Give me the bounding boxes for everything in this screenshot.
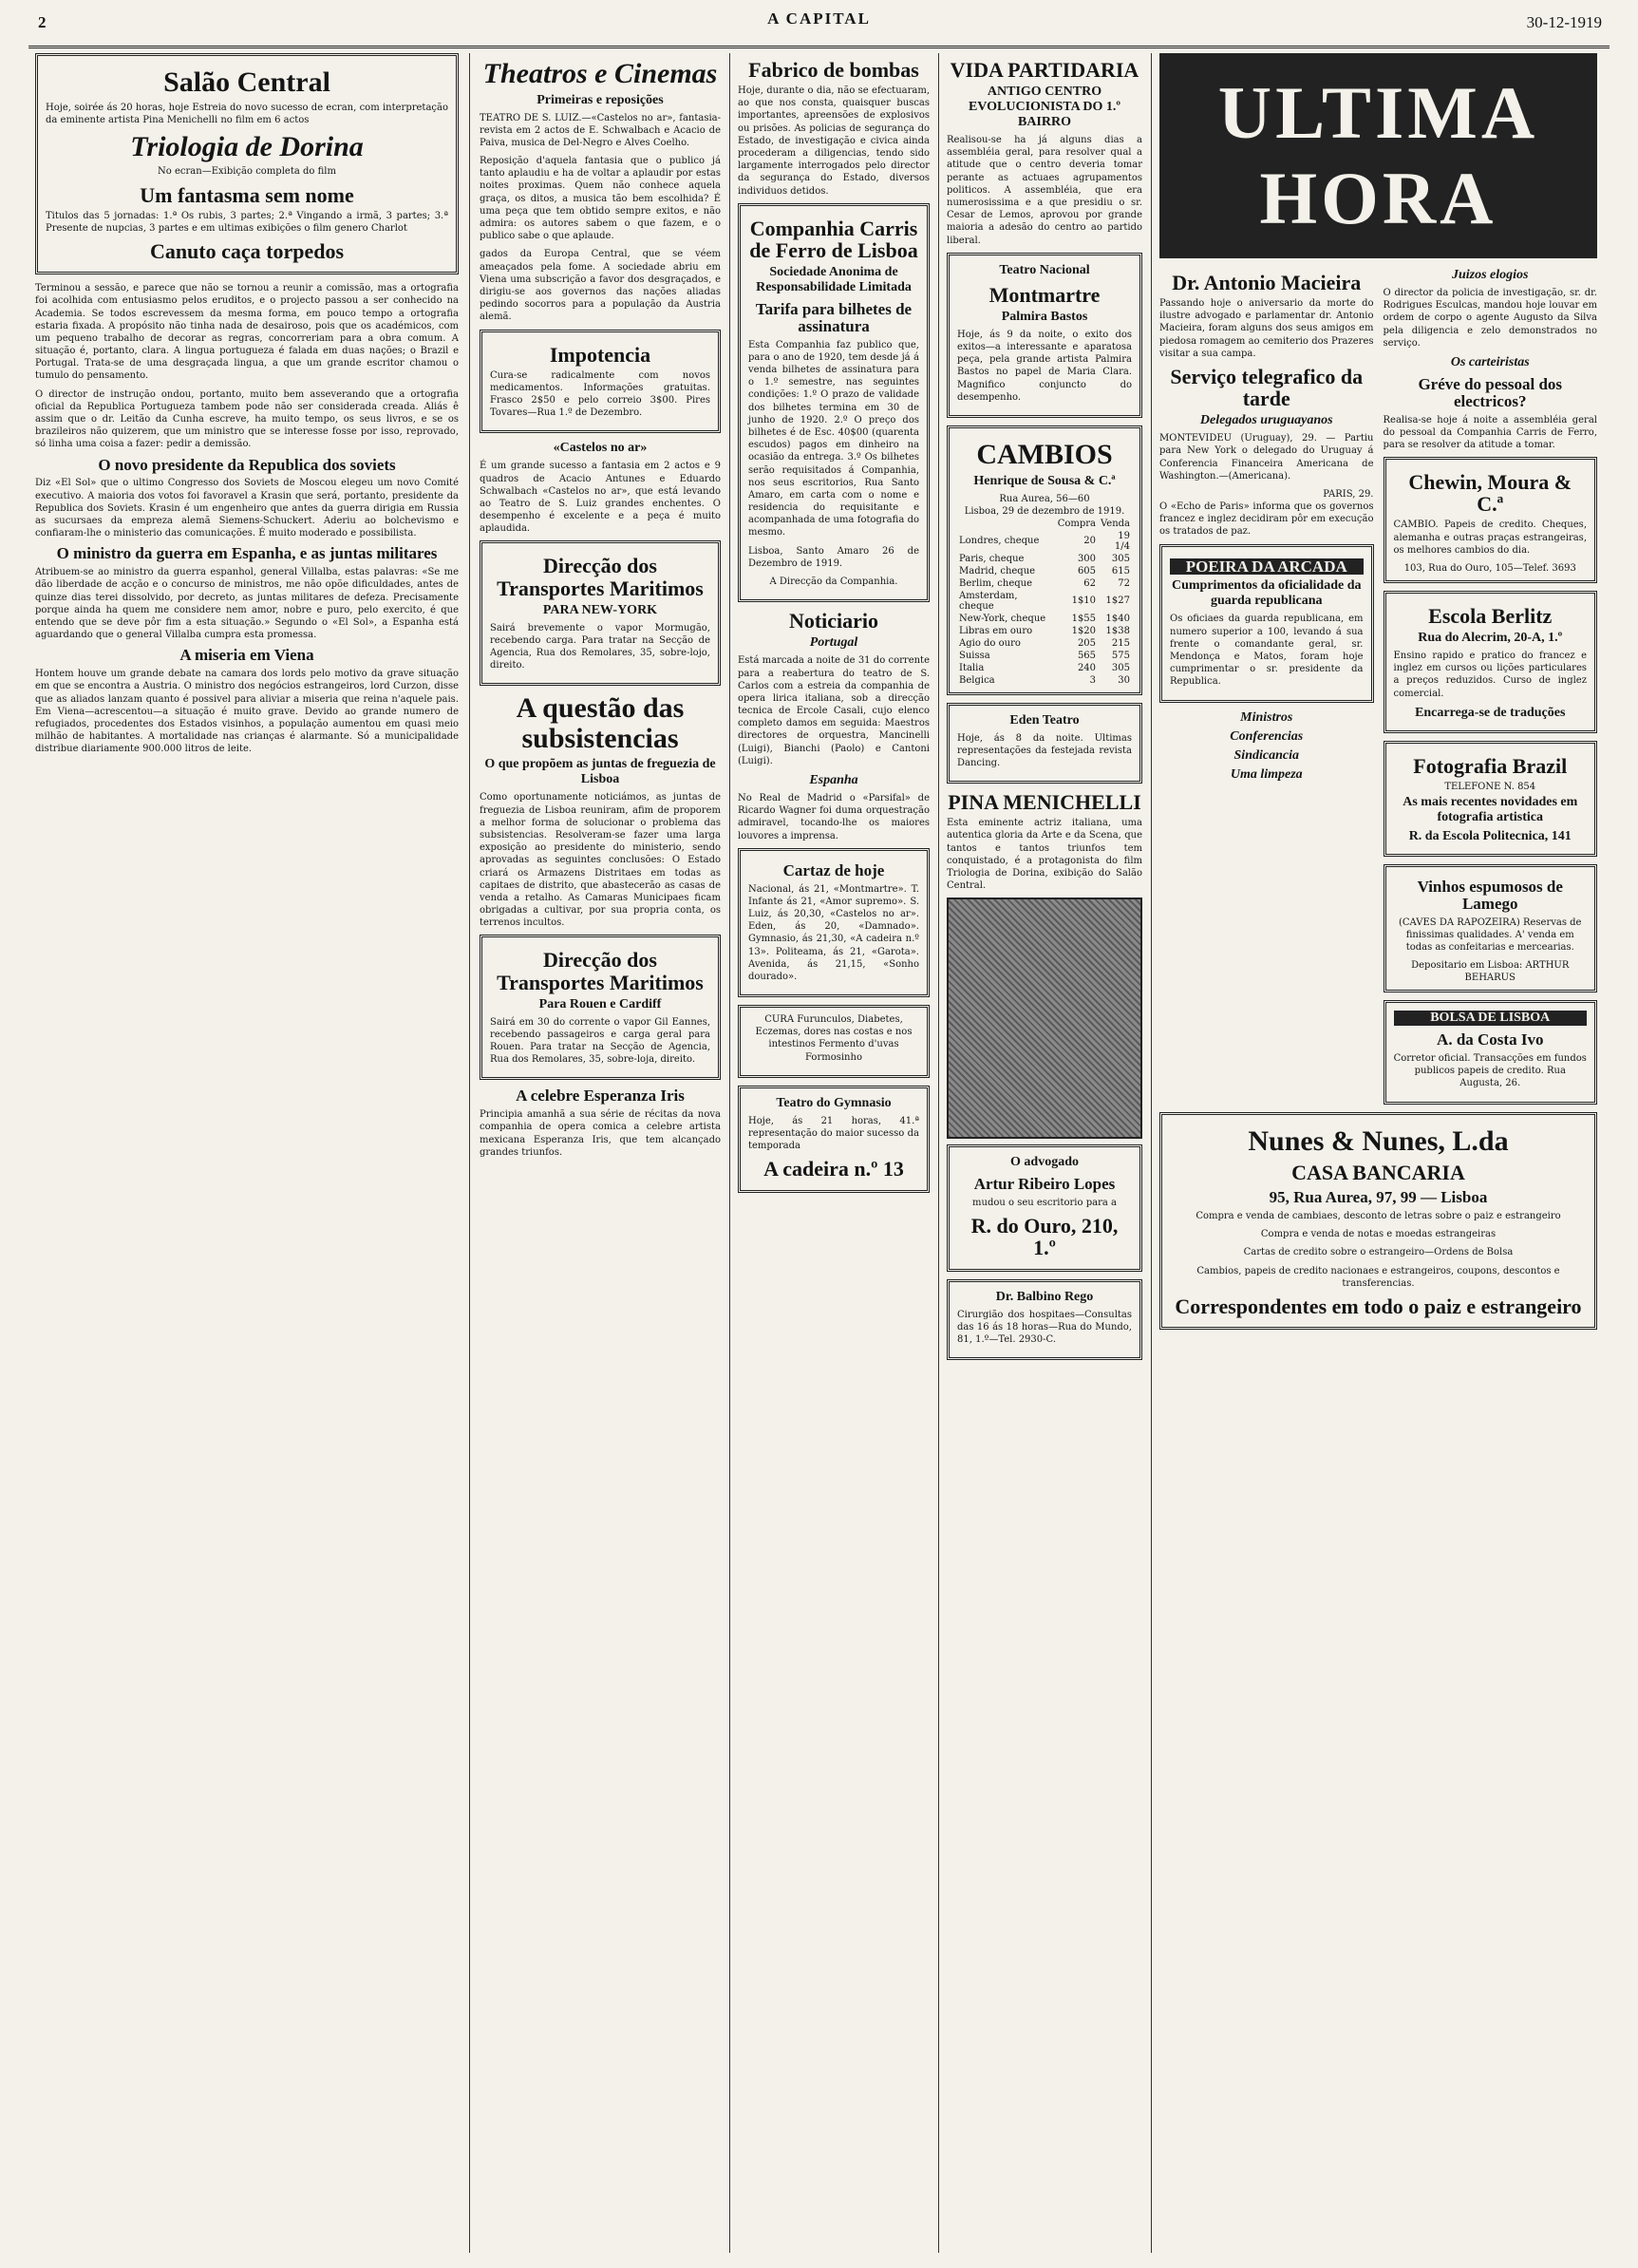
article-text: Está marcada a noite de 31 do corrente para a reabertura do teatro de S. Carlos com a estreia da companhia de opera lirica italiana, sob a direcção tecnica de Ercole Casali, cujo elenco completo damos em seguida: Maestros directores de orquestra, Mancinelli (Luigi), Bianchi (Paolo) e Cantoni (Luigi). (738, 655, 930, 766)
article-subtitle: O que propõem as juntas de freguezia de Lisboa (484, 757, 716, 787)
ad-address: 103, Rua do Ouro, 105—Telef. 3693 (1403, 562, 1576, 574)
article-text: Os oficiaes da guarda republicana, em numero superior a 100, levando á sua frente o comandante geral, sr. Mendonça e Matos, foram hoje cumprimentar o sr. presidente da Republica. (1170, 614, 1364, 688)
notice-headline: Tarifa para bilhetes de assinatura (755, 299, 913, 335)
cambios-place: Agio do ouro (959, 637, 1021, 649)
column-5 (1153, 53, 1604, 2253)
ultima-hora-banner: ULTIMA HORA (1159, 53, 1597, 258)
article-text: TEATRO DE S. LUIZ.—«Castelos no ar», fantasia-revista em 2 actos de E. Schwalbach e Acacio de Paiva, musica de Del-Negro e Alves Coelho. (480, 112, 721, 148)
ad-text: Depositario em Lisboa: ARTHUR BEHARUS (1411, 960, 1570, 984)
ad-title: Escola Berlitz (1428, 603, 1553, 628)
ad-text: Sairá brevemente o vapor Mormugão, recebendo carga. Para tratar na Secção de Agencia, Rua dos Remolares, 35, sobre-lojo, direito. (490, 622, 710, 671)
cambios-rate: 305 (1111, 662, 1130, 673)
col-header: Compra (1057, 518, 1097, 529)
section-title: Noticiario (788, 609, 879, 633)
ad-text: No ecran—Exibição completa do film (158, 166, 336, 178)
cambios-date: Lisboa, 29 de dezembro de 1919. (964, 505, 1125, 517)
portrait-photo (947, 898, 1142, 1139)
cambios-place: Italia (959, 662, 985, 673)
cambios-rate: 215 (1111, 637, 1130, 649)
section-subtitle: Cumprimentos da oficialidade da guarda republicana (1171, 578, 1362, 609)
eden-ad (947, 703, 1142, 784)
section-title: POEIRA DA ARCADA (1170, 558, 1364, 576)
teatro-nacional-ad (947, 253, 1142, 418)
col-header: Venda (1100, 518, 1130, 529)
column-1 (28, 53, 465, 2253)
cambios-rate: 615 (1111, 565, 1130, 576)
ad-text: Titulos das 5 jornadas: 1.ª Os rubis, 3 partes; 2.ª Vingando a irmã, 3 partes; 3.ª Presente de nupcias, 3 partes e em ultimas exibições o film genero Charlot (46, 210, 448, 234)
ad-title: Direcção dos Transportes Maritimos (497, 948, 704, 994)
ad-title: Nunes & Nunes, L.da (1248, 1125, 1509, 1157)
cambios-title: CAMBIOS (976, 439, 1113, 470)
ad-text: Hoje, ás 21 horas, 41.ª representação do maior sucesso da temporada (748, 1115, 919, 1152)
article-text: É um grande sucesso a fantasia em 2 actos e 9 quadros de Acacio Antunes e Eduardo Schwalbach «Castelos no ar», que está levando ao Teatro de S. Luiz grandes enchentes. O desempenho é excelente e a peça é muito aplaudida. (480, 461, 721, 535)
article-text: Atribuem-se ao ministro da guerra espanhol, general Villalba, estas palavras: «Se me dão liberdade de acção e o concurso de ministros, me não opõe dificuldades, antes de quinze dias terei dissolvido, por decreto, as juntas militares de defeza. Precisamente porque ainda ha quem me considere nem amor, nobre e puro, pelo exercito, é que entendo que se deve pôr fim a esta situação.» Segundo o «El Sol», a Espanha está aguardando que o general Villalba cumpra esta promessa. (35, 567, 459, 641)
gymnasio-ad (738, 1086, 930, 1193)
article-text: Realisa-se hoje á noite a assembléia geral do pessoal da Companhia Carris de Ferro, para se resolver da atitude a tomar. (1383, 414, 1597, 450)
article-text: Passando hoje o aniversario da morte do ilustre advogado e parlamentar dr. Antonio Macieira, foram alguns dos seus amigos em piedosa romagem ao cemiterio dos Prazeres visitar a sua campa. (1159, 298, 1374, 359)
section-title: VIDA PARTIDARIA (950, 58, 1139, 82)
ad-text: Sairá em 30 do corrente o vapor Gil Eannes, recebendo passageiros e carga geral para Rouen. Para tratar na Secção de Agencia, Rua dos Remolares, 35, sobre-loja, direito. (490, 1016, 710, 1066)
ad-title: Salão Central (163, 66, 330, 98)
ad-address: R. da Escola Politecnica, 141 (1408, 828, 1572, 843)
section-subtitle: Portugal (809, 635, 858, 651)
ad-name: A. da Costa Ivo (1437, 1030, 1544, 1049)
cambios-row (957, 530, 1132, 553)
cambios-row (957, 590, 1132, 613)
column-3 (731, 53, 936, 2253)
cambios-row (957, 577, 1132, 590)
ad-title: Teatro Nacional (999, 262, 1090, 277)
section-subtitle: Primeiras e reposições (537, 92, 664, 107)
article-headline: Serviço telegrafico da tarde (1170, 365, 1364, 411)
cambios-rate: 30 (1118, 674, 1130, 686)
cambios-firm: Henrique de Sousa & C.ª (973, 473, 1116, 488)
ad-text: (CAVES DA RAPOZEIRA) Reservas de finissimas qualidades. A' venda em todas as confeitarias e mercearias. (1399, 917, 1582, 953)
sub-column (1159, 266, 1374, 1112)
cambios-rate: 575 (1111, 650, 1130, 661)
column-rule (469, 53, 470, 2253)
transportes-ad-2 (480, 935, 721, 1080)
cambios-rate: 305 (1111, 553, 1130, 564)
ad-address: Rua do Alecrim, 20-A, 1.º (1418, 631, 1563, 646)
article-text: Como oportunamente noticiámos, as juntas de freguezia de Lisboa reuniram, afim de proporem a melhor forma de solucionar o problema das subsistencias. Resolveram-se fazer uma larga exposição ao presidente do ministerio, sendo aprovadas as seguintes conclusões: O Estado criará os Armazens Distritaes em todas as capitaes de distrito, que abastecerão as casas de venda a retalho. As Camaras Municipaes ficam obrigadas a cultivar, por sua propria conta, os terrenos incultos. (480, 792, 721, 929)
issue-date: 30-12-1919 (1526, 13, 1602, 31)
ad-title: Vinhos espumosos de Lamego (1417, 877, 1563, 913)
cambios-rate: 1$40 (1105, 613, 1130, 624)
ad-text: CAMBIO. Papeis de credito. Cheques, alemanha e outras praças estrangeiras, os melhores cambios do dia. (1393, 520, 1587, 556)
cambios-rate: 3 (1089, 674, 1097, 686)
article-headline: Fabrico de bombas (748, 58, 919, 82)
ad-text: Cura-se radicalmente com novos medicamentos. Informações gratuitas. Frasco 2$50 e pelo correio 3$00. Pires Tovares—Rua 1.º de Dezembro. (490, 369, 710, 419)
cambios-address: Rua Aurea, 56—60 (999, 493, 1090, 504)
ad-text: mudou o seu escritorio para a (972, 1198, 1117, 1209)
notice-text: Esta Companhia faz publico que, para o ano de 1920, tem desde já á venda bilhetes de assinatura para o 1.º semestre, nas seguintes condições: 1.º O prazo de validade dos bilhetes termina em 30 de junho de 1920. 2.º O preço dos bilhetes é de Esc. 40$00 (quarenta escudos) pagos em dinheiro na ocasião da entrega. 3.º Os bilhetes serão requisitados á Companhia, nos seus escritorios, Rua Santo Amaro, em carta com o nome e residencia do requisitante e acompanhada de uma fotografia do mesmo. (748, 339, 919, 539)
cambios-box (947, 425, 1142, 695)
page-number: 2 (38, 13, 47, 31)
cambios-row (957, 637, 1132, 650)
article-headline: «Castelos no ar» (553, 441, 648, 456)
ad-subtitle: Para Rouen e Cardiff (538, 996, 662, 1011)
article-text: gados da Europa Central, que se véem ameaçados pela fome. A sociedade abriu em Viena uma subscrição a favor dos desgraçados, e dirigiu-se aos governos das nações aliadas pedindo socorros para a população da Austria alemã. (480, 249, 721, 323)
cambios-rate: 300 (1077, 553, 1097, 564)
cambios-place: New-York, cheque (959, 613, 1046, 624)
vinhos-ad (1384, 864, 1598, 992)
ad-title: BOLSA DE LISBOA (1394, 1011, 1588, 1026)
cambios-rate: 1$55 (1071, 613, 1097, 624)
ad-text: Hoje, ás 8 da noite. Ultimas representações da festejada revista Dancing. (957, 732, 1132, 768)
cambios-place: Belgica (959, 674, 995, 686)
subheading: Os carteiristas (1450, 354, 1530, 369)
article-text: Diz «El Sol» que o ultimo Congresso dos Soviets de Moscou elegeu um novo Comité executivo. A maioria dos votos foi favoravel a Krasin que será, portanto, presidente da Republica dos Soviets. Krasin é um engenheiro que antes da guerra dirigia em Russia as sucursaes da empreza alemã Siemens-Schuckert. Aderiu ao bolchevismo e confiaram-lhe o ministerio das comunicações. É muito moderado e possibilista. (35, 478, 459, 539)
article-text: Realisou-se ha já alguns dias a assembléia geral, para resolver qual a atitude que o centro deveria tomar perante as actuaes agrupamentos politicos. A assembléia, que era numerosissima e a que presidiu o sr. Cesar de Lemos, aprovou por grande maioria a adesão do centro ao partido liberal. (947, 135, 1142, 246)
subheading: Conferencias (1230, 728, 1304, 744)
ad-title: Fotografia Brazil (1413, 753, 1568, 778)
ad-title: Teatro do Gymnasio (776, 1095, 892, 1110)
carris-notice (738, 203, 930, 602)
cambios-rate: 565 (1077, 650, 1097, 661)
doctor-ad (947, 1279, 1142, 1361)
cambios-place: Berlim, cheque (959, 577, 1033, 589)
ad-text: CURA Furunculos, Diabetes, Eczemas, dores nas costas e nos intestinos Fermento d'uvas Formosinho (755, 1014, 913, 1063)
subheading: Uma limpeza (1230, 766, 1303, 782)
article-headline: A miseria em Viena (179, 646, 314, 665)
section-subtitle: ANTIGO CENTRO EVOLUCIONISTA DO 1.º BAIRRO (968, 85, 1121, 130)
cambios-place: Libras em ouro (959, 625, 1033, 636)
film-title: Triologia de Dorina (130, 130, 364, 162)
ad-address: 95, Rua Aurea, 97, 99 — Lisboa (1269, 1188, 1488, 1207)
advogado-ad (947, 1144, 1142, 1271)
ad-text: Cirurgião dos hospitaes—Consultas das 16 ás 18 horas—Rua do Mundo, 81, 1.º—Tel. 2930-C. (957, 1309, 1132, 1345)
newspaper-name: A CAPITAL (767, 9, 871, 28)
cartaz-title: Cartaz de hoje (782, 860, 885, 879)
section-title: Theatros e Cinemas (482, 58, 718, 89)
impotencia-ad (480, 330, 721, 434)
article-text: O director de instrução ondou, portanto, muito bem asseverando que a ortografia oficial da Republica Portugueza tambem pode não ser considerada creada. Aliás ê assim que o dr. Leitão da Cunha escreve, ha muito tempo, os seus livros, e se os brazileiros não quizerem, que um ministro que se interesse fosse por isso, reprovado, só linha uma coisa a fazer: pedir a demissão. (35, 388, 459, 450)
ad-title: Direcção dos Transportes Maritimos (497, 554, 704, 600)
cambios-place: Suissa (959, 650, 990, 661)
article-subtitle: Delegados uruguayanos (1199, 413, 1333, 428)
notice-title: Companhia Carris de Ferro de Lisboa (749, 216, 918, 262)
poeira-box (1159, 544, 1374, 703)
fotografia-ad (1384, 741, 1598, 857)
cambios-rate: 62 (1083, 577, 1097, 589)
ad-text: Hoje, soirée ás 20 horas, hoje Estreia do novo sucesso de ecran, com interpretação da eminente artista Pina Menichelli no film em 6 actos (46, 102, 448, 125)
ad-phone: TELEFONE N. 854 (1444, 781, 1536, 792)
notice-subtitle: Sociedade Anonima de Responsabilidade Limitada (756, 264, 912, 294)
lawyer-name: Artur Ribeiro Lopes (973, 1175, 1116, 1194)
column-rule (938, 53, 939, 2253)
ad-text: Hoje, ás 9 da noite, o exito dos exitos—a interessante e aparatosa peça, pela grande artista Palmira Bastos no papel de Maria Clara. Magnifico conjuncto do desempenho. (957, 329, 1132, 403)
article-headline: A celebre Esperanza Iris (516, 1087, 685, 1106)
notice-text: A Direcção da Companhia. (769, 576, 898, 588)
cartaz-box (738, 848, 930, 997)
article-headline: Dr. Antonio Macieira (1172, 271, 1362, 294)
ad-text: Encarrega-se de traduções (1415, 705, 1566, 720)
ad-subtitle: CASA BANCARIA (1291, 1161, 1465, 1185)
ad-text: Compra e venda de notas e moedas estrangeiras (1260, 1229, 1497, 1240)
article-text: MONTEVIDEU (Uruguay), 29. — Partiu para New York o delegado do Uruguay á Conferencia Financeira Americana de Washington.—(Americana). (1159, 433, 1374, 482)
cambios-rate: 1$20 (1071, 625, 1097, 636)
transportes-ad (480, 540, 721, 686)
column-4 (940, 53, 1149, 2253)
article-text: Hoje, durante o dia, não se efectuaram, ao que nos consta, quaisquer buscas importantes, apreensões de explosivos ou prisões. As policias de segurança do Estado, de investigação e civica ainda procederam a diligencias, tendo sido largamente interrogados pelo director da segurança do Estado, diversos individuos detidos. (738, 85, 930, 197)
film-title: Um fantasma sem nome (140, 182, 354, 207)
article-headline: O ministro da guerra em Espanha, e as juntas militares (56, 544, 438, 563)
cambios-rate: 605 (1077, 565, 1097, 576)
article-headline: A questão das subsistencias (516, 692, 685, 754)
cambios-row (957, 565, 1132, 577)
cambios-row (957, 650, 1132, 662)
article-text: No Real de Madrid o «Parsifal» de Ricardo Wagner foi duma orquestração admiravel, tocando-lhe os maiores louvores a imprensa. (738, 793, 930, 841)
article-text: Esta eminente actriz italiana, uma autentica gloria da Arte e da Scena, que tantos e tantos triunfos tem conquistado, é a protagonista do film Triologia de Dorina, exibição do Salão Central. (947, 818, 1142, 892)
article-text: O director da policia de investigação, sr. dr. Rodrigues Esculcas, mandou hoje louvar em ordem de corpo o agente Augusto da Silva pela diligencia e zelo demonstrados no serviço. (1383, 288, 1597, 349)
cambios-rate: 1$38 (1105, 625, 1130, 636)
sub-column (1384, 266, 1598, 1112)
ad-title: O advogado (1010, 1155, 1079, 1170)
cambios-rate: 1$10 (1071, 595, 1097, 606)
article-text: Terminou a sessão, e parece que não se tornou a reunir a comissão, mas a ortografia foi acolhida com entusiasmo pelos eruditos, e o projecto passou a ser conhecido na Academia. Se todos escrevessem da mesma forma, em pouco tempo a ortografia estaria fixada. A propósito não tinha nada de desairoso, pois que os académicos, com um pequeno trabalho de decorar as regras, concorreriam para a obra comum. A situação é, portanto, clara. A lingua portugueza é falada em duas nações; o Brazil e Portugal. Trata-se de uma desgraçada lingua, a que um grande escritor chamou o tumulo do pensamento. (35, 283, 459, 382)
section-subtitle: Espanha (809, 773, 858, 787)
cambios-row (957, 674, 1132, 687)
ad-title: Eden Teatro (1009, 712, 1080, 728)
column-rule (1151, 53, 1152, 2253)
article-headline: O novo presidente da Republica dos soviets (98, 455, 396, 474)
lawyer-address: R. do Ouro, 210, 1.º (970, 1214, 1119, 1260)
cambios-row (957, 625, 1132, 637)
notice-text: Lisboa, Santo Amaro 26 de Dezembro de 1919. (748, 545, 919, 569)
ad-text: As mais recentes novidades em fotografia artistica (1403, 794, 1578, 824)
masthead (28, 6, 1610, 48)
film-title: Canuto caça torpedos (149, 239, 345, 264)
subheading: Ministros (1240, 709, 1293, 725)
cambios-place: Madrid, cheque (959, 565, 1036, 576)
ad-title: Chewin, Moura & C.ª (1408, 470, 1572, 517)
cambios-place: Amsterdam, cheque (959, 590, 1018, 612)
ad-footer: Correspondentes em todo o paiz e estrangeiro (1175, 1294, 1582, 1318)
dateline: PARIS, 29. (1323, 488, 1374, 500)
cambios-rate: 72 (1118, 577, 1130, 589)
play-title: Montmartre (988, 282, 1101, 307)
article-text: Principia amanhã a sua série de récitas da nova companhia de opera comica a celebre artista mexicana Esperanza Iris, que tem alcançado grandes triunfos. (480, 1109, 721, 1158)
article-text: Hontem houve um grande debate na camara dos lords pelo motivo da grave situação em que se encontra a Austria. O ministro dos negócios estrangeiros, lord Curzon, disse que as aliados lanzam quanto é possivel para aliviar a miseria que reina n'aquele pais. Em Viena—acrescentou—a situação é muito grave. Devido ao grande numero de refugiados, procedentes dos Estados visinhos, a população aumentou em quasi meio milhão de habitantes. A mortalidade nas crianças é alarmante. Só a municipalidade distribue diariamente 900.000 litros de leite. (35, 669, 459, 755)
subheading: Juizos elogios (1451, 268, 1529, 282)
article-headline: PINA MENICHELLI (948, 790, 1141, 815)
column-rule (729, 53, 730, 2253)
cura-ad (738, 1005, 930, 1078)
column-2 (473, 53, 727, 2253)
cambios-table (957, 518, 1132, 687)
cambios-rate: 1$27 (1105, 595, 1130, 606)
salao-central-ad (35, 53, 459, 274)
cambios-place: Londres, cheque (959, 536, 1040, 546)
nunes-ad (1159, 1112, 1597, 1330)
bolsa-ad (1384, 1000, 1598, 1104)
cambios-rate: 240 (1077, 662, 1097, 673)
cambios-place: Paris, cheque (959, 553, 1025, 564)
cambios-rate: 19 1/4 (1114, 530, 1130, 552)
subheading: Sindicancia (1233, 747, 1299, 763)
article-text: Reposição d'aquela fantasia que o publico já tanto aplaudiu e ha de voltar a aplaudir por estas noites proximas. Quem não conhece aquela graça, os ditos, a musica tão bem escolhida? É uma peça que tem obtido sempre exitos, e não admira: os autores sabem o que fazem, e o publico sabe o que aplaude. (480, 156, 721, 242)
cambios-rate: 205 (1077, 637, 1097, 649)
ad-title: Impotencia (549, 342, 651, 367)
ad-title: Dr. Balbino Rego (995, 1289, 1094, 1304)
cambios-rate: 20 (1083, 536, 1097, 546)
ad-text: Ensino rapido e pratico do francez e inglez em cursos ou lições particulares a preços reduzidos. Curso de inglez comercial. (1393, 651, 1587, 699)
ultima-hora-body (1159, 266, 1597, 1112)
ad-text: Cartas de credito sobre o estrangeiro—Ordens de Bolsa (1243, 1247, 1514, 1258)
cambios-row (957, 662, 1132, 674)
cartaz-text: Nacional, ás 21, «Montmartre». T. Infante ás 21, «Amor supremo». S. Luiz, ás 20,30, «Castelos no ar». Eden, ás 20, «Damnado». Gymnasio, ás 21,30, «A cadeira n.º 13». Politeama, ás 21, «Garota». Avenida, ás 21,15, «Sonho dourado». (748, 883, 919, 982)
berlitz-ad (1384, 591, 1598, 733)
play-title: A cadeira n.º 13 (763, 1157, 904, 1181)
ad-text: Cambios, papeis de credito nacionaes e estrangeiros, coupons, descontos e transferencias. (1196, 1265, 1560, 1289)
cambios-row (957, 613, 1132, 625)
chewin-ad (1384, 457, 1598, 583)
article-headline: Gréve do pessoal dos electricos? (1418, 374, 1563, 410)
article-text: O «Echo de Paris» informa que os governos francez e inglez decidiram pôr em execução os tratados de paz. (1159, 501, 1374, 538)
cambios-row (957, 553, 1132, 565)
ad-subtitle: PARA NEW-YORK (542, 602, 658, 617)
actress-name: Palmira Bastos (1001, 309, 1088, 324)
ad-text: Compra e venda de cambiaes, desconto de letras sobre o paiz e estrangeiro (1196, 1210, 1561, 1221)
ad-text: Corretor oficial. Transacções em fundos publicos papeis de credito. Rua Augusta, 26. (1393, 1052, 1587, 1089)
